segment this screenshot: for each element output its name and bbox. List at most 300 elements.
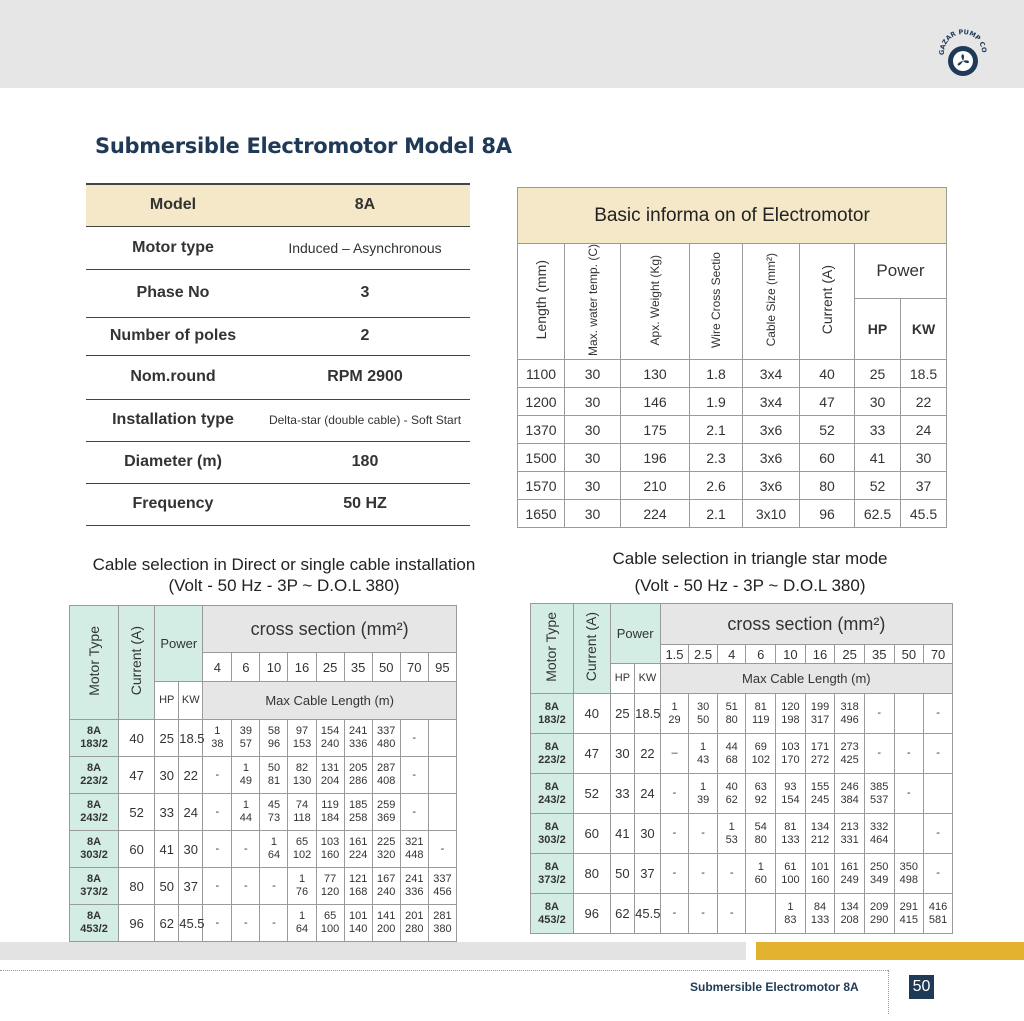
logo-text: GAZAR PUMP CO [937, 27, 989, 56]
cable1-length-min: 185 [348, 799, 368, 811]
basic-value: 30 [584, 449, 601, 466]
cable1-length-min: - [215, 805, 220, 818]
cable1-length-cell [203, 831, 232, 868]
basic-value: 18.5 [909, 365, 938, 382]
cable2-current: 60 [584, 826, 599, 841]
cable1-hp-value-cell [155, 868, 179, 905]
cable2-length-cell [660, 694, 689, 734]
cable1-length-max: 118 [293, 812, 311, 824]
cable2-length-cell [924, 774, 953, 814]
cable1-length-cell [316, 868, 344, 905]
cable1-motor-model: 8A [87, 836, 102, 848]
cable1-length-min: 131 [320, 762, 340, 774]
cable1-length-cell [288, 794, 316, 831]
basic-value: 175 [643, 421, 667, 438]
cable1-hp-value-cell [155, 757, 179, 794]
cable2-hp: 41 [615, 826, 630, 841]
cable1-size-label: 70 [407, 659, 422, 675]
cable2-length-max: 50 [696, 713, 710, 726]
cable1-length-max: 380 [433, 923, 452, 935]
cable1-hp-label: HP [159, 694, 175, 706]
basic-value: 24 [915, 421, 932, 438]
cable2-length-max: 290 [870, 913, 889, 926]
cable2-length-min: 1 [757, 860, 764, 873]
cable1-length-min: 50 [267, 762, 281, 774]
cable1-size-cell [428, 653, 456, 682]
cable2-length-max: 133 [810, 913, 830, 926]
basic-cell [855, 444, 901, 472]
basic-value: 3x10 [755, 505, 787, 522]
basic-power-label: Power [876, 260, 925, 280]
cable1-kw-value-cell [179, 757, 203, 794]
page-title: Submersible Electromotor Model 8A [95, 134, 512, 158]
cable2-hp: 30 [615, 746, 630, 761]
cable1-kw-label: KW [181, 694, 200, 706]
cable2-length-max: 498 [899, 873, 919, 886]
cable1-current-cell [119, 794, 155, 831]
cable2-motor-model: 8A [544, 860, 559, 873]
spec-row [86, 399, 470, 441]
cable2-length-min: 416 [928, 900, 948, 913]
cable1-length-max: 81 [267, 775, 281, 787]
cable2-length-cell [805, 814, 835, 854]
cable1-length-min: - [215, 768, 220, 781]
cable1-current: 60 [129, 841, 144, 857]
cable1-hp: 50 [159, 878, 174, 894]
cable2-motor-model: 8A [544, 740, 559, 753]
cable2-size-label: 70 [930, 646, 946, 662]
basic-value: 80 [819, 477, 835, 494]
cable2-length-max: 62 [725, 793, 738, 806]
cable2-length-cell [864, 854, 894, 894]
cable1-motor-variant: 373/2 [80, 886, 108, 898]
basic-cell [565, 500, 621, 528]
cable1-length-min: 154 [320, 725, 340, 737]
cable1-length-cell [428, 757, 456, 794]
basic-cell [518, 472, 565, 500]
cable1-length-min: - [215, 879, 220, 892]
cable2-length-min: - [936, 747, 940, 759]
cable1-current: 96 [129, 915, 144, 931]
cable2-motor-variant: 303/2 [538, 833, 566, 846]
cable2-motor-model: 8A [544, 780, 559, 793]
cable2-kw: 18.5 [635, 706, 661, 721]
cable1-length-cell [400, 868, 428, 905]
cable1-length-cell [372, 831, 400, 868]
basic-row [518, 472, 947, 500]
basic-header: Max. water temp. (C) [585, 244, 600, 357]
cable1-length-cell [288, 905, 316, 942]
cable2-length-cell [717, 894, 746, 934]
cable2-row [531, 854, 953, 894]
cable1-length-cell [203, 720, 232, 757]
cable1-size-cell [203, 653, 232, 682]
cable2-length-min: 273 [840, 740, 859, 753]
basic-cell [621, 444, 690, 472]
cable2-size-cell [717, 645, 746, 664]
cable1-current-cell [119, 720, 155, 757]
cable1-kw: 30 [183, 841, 198, 857]
cable2-length-max: 198 [781, 713, 800, 726]
cable2-length-min: - [877, 747, 882, 759]
cable1-current-cell [119, 905, 155, 942]
cable1-length-min: 77 [323, 873, 337, 885]
cable1-length-max: 204 [320, 775, 340, 787]
cable1-motor-header: Motor Type [85, 625, 102, 696]
cable2-hp-label: HP [614, 672, 631, 684]
cable1-length-cell [400, 794, 428, 831]
cable1-kw: 24 [183, 804, 198, 820]
cable1-length-cell [232, 720, 260, 757]
cable2-length-min: 350 [899, 860, 919, 873]
cable1-length-min: 321 [405, 836, 424, 848]
cable1-length-min: 39 [239, 725, 253, 737]
cable1-row [70, 831, 457, 868]
cable1-motor-variant: 223/2 [80, 775, 108, 787]
cable1-length-min: 45 [267, 799, 281, 811]
cable2-motor-cell [531, 774, 574, 814]
cable2-length-cell [746, 694, 776, 734]
cable1-kw-value-cell [179, 905, 203, 942]
cable2-length-min: 30 [696, 700, 710, 713]
spec-row [86, 441, 470, 483]
cable1-length-max: 369 [377, 812, 396, 824]
basic-value: 40 [819, 365, 835, 382]
cable2-length-min: 1 [700, 780, 707, 793]
cable2-length-cell [864, 774, 894, 814]
basic-value: 52 [869, 477, 886, 494]
cable2-length-min: 134 [840, 900, 859, 913]
spec-row [86, 269, 470, 317]
cable1-length-min: 167 [377, 873, 396, 885]
company-logo-icon [936, 26, 990, 80]
cable2-length-max: 160 [810, 873, 830, 886]
basic-cell [855, 416, 901, 444]
cable2-current: 47 [584, 746, 599, 761]
spec-value: 180 [260, 441, 470, 483]
basic-value: 2.6 [706, 477, 726, 494]
basic-cell [901, 416, 947, 444]
cable1-motor-variant: 183/2 [80, 738, 108, 750]
cable2-length-min: - [701, 907, 705, 919]
cable1-length-max: 130 [292, 775, 312, 787]
cable1-kw: 37 [183, 878, 198, 894]
cable1-length-min: 1 [298, 910, 306, 922]
cable1-length-min: 101 [348, 910, 368, 922]
cable2-kw-cell [635, 664, 661, 694]
cable2-current: 40 [584, 706, 599, 721]
cable2-length-max: 208 [840, 913, 859, 926]
cable1-length-min: - [244, 916, 248, 929]
basic-value: 1650 [525, 505, 557, 522]
basic-value: 33 [869, 421, 886, 438]
cable1-length-max: 240 [377, 886, 396, 898]
basic-cell [690, 388, 743, 416]
cable2-caption-line2: (Volt - 50 Hz - 3P ~ D.O.L 380) [634, 576, 866, 595]
basic-cell [855, 472, 901, 500]
cable2-length-cell [660, 814, 689, 854]
basic-value: 1570 [525, 477, 557, 494]
basic-cell [743, 472, 800, 500]
cable2-motor-header: Motor Type [543, 611, 560, 682]
spec-key: Model [86, 184, 260, 226]
cable2-size-label: 1.5 [665, 646, 684, 662]
basic-title: Basic informa on of Electromotor [594, 204, 870, 226]
cable2-length-min: 69 [754, 740, 767, 753]
cable1-hp-value-cell [155, 831, 179, 868]
cable2-size-label: 35 [871, 646, 887, 662]
cable2-length-cell [689, 734, 718, 774]
cable2-length-cell [717, 734, 746, 774]
cable2-length-max: 92 [754, 793, 767, 806]
cable2-length-max: 83 [784, 913, 797, 926]
spec-key: Diameter (m) [86, 441, 260, 483]
basic-cell [743, 500, 800, 528]
cable2-length-cell [717, 814, 746, 854]
cable2-size-label: 10 [783, 646, 798, 662]
cable2-length-max: 272 [810, 753, 830, 766]
cable2-kw-value-cell [635, 734, 661, 774]
spec-key: Nom.round [86, 355, 260, 399]
cable2-motor-variant: 453/2 [538, 913, 566, 926]
basic-value: 1.9 [706, 393, 726, 410]
cable2-length-max: 60 [754, 873, 767, 886]
basic-cell [800, 388, 855, 416]
cable2-kw: 37 [640, 866, 655, 881]
cable2-length-cell [776, 734, 806, 774]
cable1-length-max: 100 [320, 923, 340, 935]
cable1-length-max: 286 [348, 775, 368, 787]
cable1-length-max: 168 [348, 886, 368, 898]
cable2-length-cell [689, 694, 718, 734]
cable1-length-max: 153 [292, 738, 312, 750]
cable1-length-max: 57 [239, 738, 253, 750]
cable1-kw-value-cell [179, 720, 203, 757]
cable1-length-cell [288, 757, 316, 794]
basic-header: Length (mm) [533, 260, 549, 340]
cable1-length-min: - [440, 842, 445, 855]
basic-value: 224 [643, 505, 667, 522]
cable2-length-cell [689, 814, 718, 854]
basic-header-cell [800, 244, 855, 360]
cable1-length-cell [428, 905, 456, 942]
cable1-length-cell [372, 757, 400, 794]
cable1-length-max: 336 [348, 738, 368, 750]
cable1-length-max: 408 [377, 775, 396, 787]
basic-cell [800, 416, 855, 444]
cable2-current-cell [573, 734, 610, 774]
cable2-length-min: - [672, 867, 677, 879]
spec-key: Motor type [86, 226, 260, 269]
basic-header-cell [690, 244, 743, 360]
cable2-length-max: 68 [725, 753, 738, 766]
cable2-length-max: 245 [810, 793, 830, 806]
spec-row [86, 355, 470, 399]
basic-value: 30 [584, 505, 601, 522]
basic-value: 1370 [525, 421, 557, 438]
cable2-length-cell [689, 854, 718, 894]
cable1-length-cell [344, 905, 372, 942]
cable1-hp-value-cell [155, 720, 179, 757]
basic-header-cell [565, 244, 621, 360]
cable1-length-max: 44 [239, 812, 253, 824]
cable2-length-cell [717, 854, 746, 894]
basic-value: 3x6 [759, 477, 783, 494]
cable1-length-min: 281 [433, 910, 452, 922]
cable2-current: 52 [584, 786, 599, 801]
basic-cell [743, 416, 800, 444]
cable2-caption-line1: Cable selection in triangle star mode [612, 549, 888, 568]
spec-value: RPM 2900 [260, 355, 470, 399]
cable2-kw: 30 [640, 826, 655, 841]
spec-key: Frequency [86, 483, 260, 525]
basic-cell [800, 444, 855, 472]
cable1-kw-value-cell [179, 831, 203, 868]
cable1-length-cell [428, 720, 456, 757]
cable1-hp: 33 [159, 804, 174, 820]
cable2-hp: 50 [615, 866, 630, 881]
cable2-length-min: - [729, 907, 734, 919]
cable1-length-min: 1 [298, 873, 306, 885]
cable1-size-cell [232, 653, 260, 682]
cable2-hp-value-cell [610, 894, 635, 934]
cable2-current-header: Current (A) [583, 611, 600, 682]
cable2-length-min: - [672, 827, 677, 839]
cable2-length-min: 61 [784, 860, 797, 873]
cable2-length-min: 44 [725, 740, 738, 753]
cable2-length-cell [717, 774, 746, 814]
spec-value: 3 [260, 269, 470, 317]
cable1-length-cell [316, 905, 344, 942]
basic-value: 3x6 [759, 449, 783, 466]
cable2-length-max: 80 [725, 713, 738, 726]
cable1-length-cell [203, 757, 232, 794]
cable1-length-max: 64 [267, 849, 281, 861]
cable1-motor-header-cell [70, 606, 119, 720]
basic-value: 196 [643, 449, 667, 466]
cable2-size-cell [924, 645, 953, 664]
cable2-hp-value-cell [610, 854, 635, 894]
basic-row [518, 500, 947, 528]
cable1-current-header: Current (A) [128, 625, 145, 696]
cable2-current: 96 [584, 906, 599, 921]
cable2-length-min: 120 [781, 700, 800, 713]
cable2-cross-header: cross section (mm²) [727, 613, 886, 634]
cable2-cross-header-cell [660, 604, 952, 645]
cable2-maxlen-cell [660, 664, 952, 694]
basic-cell [565, 416, 621, 444]
cable2-length-min: 213 [840, 820, 859, 833]
page-number: 50 [909, 975, 934, 999]
cable2-size-cell [689, 645, 718, 664]
cable1-motor-cell [70, 905, 119, 942]
cable2-length-min: – [671, 747, 678, 759]
basic-value: 22 [915, 393, 932, 410]
cable2-length-min: 155 [810, 780, 830, 793]
basic-cell [800, 472, 855, 500]
cable2-length-min: - [907, 747, 911, 759]
cable1-length-min: - [244, 879, 248, 892]
cable2-size-label: 25 [842, 646, 857, 662]
cable2-length-min: - [672, 787, 677, 799]
cable2-length-min: 81 [784, 820, 797, 833]
cable2-length-max: 119 [752, 713, 770, 726]
cable1-length-min: 74 [295, 799, 309, 811]
cable2-hp-cell [610, 664, 635, 694]
cable2-length-cell [660, 734, 689, 774]
cable2-length-cell [805, 894, 835, 934]
cable1-length-min: 337 [433, 873, 452, 885]
basic-cell [743, 388, 800, 416]
cable1-cross-header-cell [203, 606, 457, 653]
basic-value: 2.1 [706, 421, 726, 438]
cable2-current-cell [573, 774, 610, 814]
cable1-hp: 62 [159, 915, 174, 931]
basic-cell [565, 472, 621, 500]
cable1-length-min: - [244, 842, 248, 855]
basic-cell [518, 444, 565, 472]
cable2-length-cell [746, 854, 776, 894]
cable2-length-cell [924, 894, 953, 934]
cable1-length-min: 259 [377, 799, 396, 811]
cable1-length-min: - [412, 768, 417, 781]
cable1-size-cell [260, 653, 288, 682]
basic-value: 2.1 [706, 505, 726, 522]
cable2-length-cell [924, 814, 953, 854]
cable2-length-cell [894, 814, 924, 854]
cable2-length-cell [776, 814, 806, 854]
cable2-length-min: - [936, 827, 940, 839]
cable1-length-cell [344, 868, 372, 905]
cable1-length-cell [344, 757, 372, 794]
basic-header-cell [518, 244, 565, 360]
spec-key: Phase No [86, 269, 260, 317]
basic-header-cell [621, 244, 690, 360]
basic-power-cell [855, 244, 947, 299]
cable1-motor-variant: 303/2 [80, 849, 108, 861]
cable2-hp: 62 [615, 906, 630, 921]
cable1-size-label: 10 [266, 659, 282, 675]
basic-value: 60 [819, 449, 835, 466]
cable2-length-min: 332 [870, 820, 889, 833]
basic-cell [901, 472, 947, 500]
basic-value: 30 [584, 365, 601, 382]
cable1-motor-variant: 243/2 [80, 812, 108, 824]
cable2-motor-variant: 223/2 [538, 753, 566, 766]
cable1-power-header: Power [160, 636, 198, 651]
basic-header: Current (A) [819, 265, 835, 335]
basic-value: 30 [915, 449, 932, 466]
cable1-size-cell [372, 653, 400, 682]
cable1-length-min: 121 [348, 873, 368, 885]
cable2-length-max: 43 [696, 753, 710, 766]
cable2-motor-variant: 373/2 [538, 873, 566, 886]
cable1-table [69, 605, 457, 942]
basic-value: 37 [915, 477, 932, 494]
cable1-row [70, 720, 457, 757]
cable2-length-cell [660, 854, 689, 894]
cable1-length-min: 161 [348, 836, 368, 848]
spec-value: 8A [260, 184, 470, 226]
cable2-motor-cell [531, 694, 574, 734]
basic-header: Apx. Weight (Kg) [648, 254, 662, 346]
basic-value: 1500 [525, 449, 557, 466]
basic-value: 41 [869, 449, 886, 466]
basic-hp-cell [855, 298, 901, 359]
cable1-row [70, 757, 457, 794]
cable1-motor-model: 8A [87, 910, 102, 922]
cable1-kw-value-cell [179, 868, 203, 905]
